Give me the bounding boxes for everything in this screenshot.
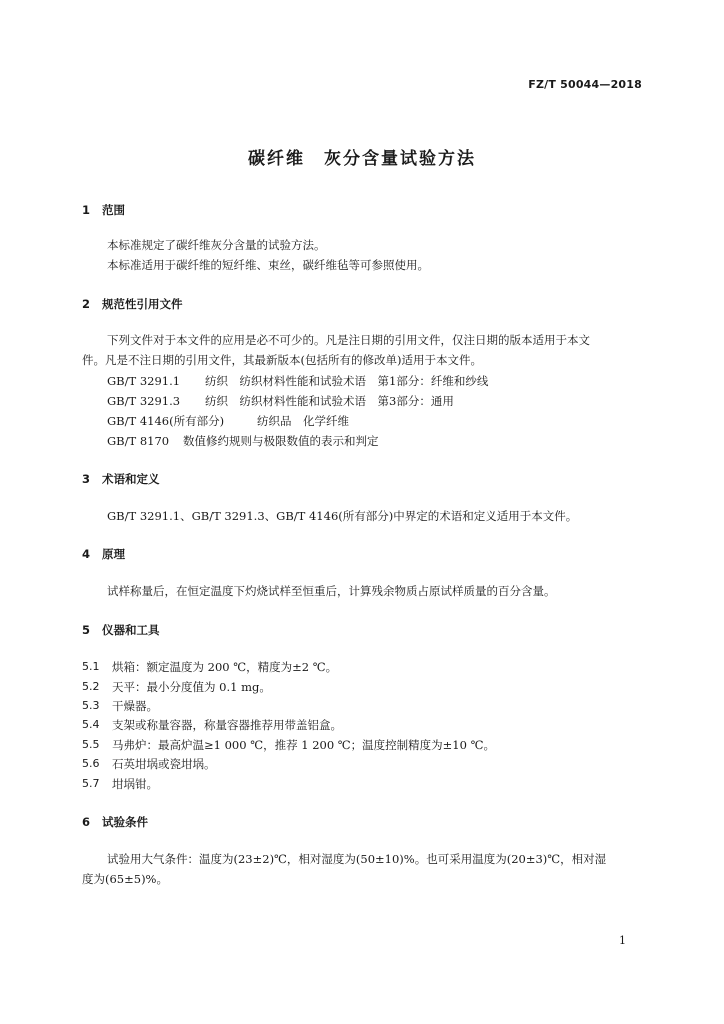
section-title: 规范性引用文件: [102, 297, 183, 311]
section-title: 试验条件: [102, 815, 148, 829]
paragraph: 本标准规定了碳纤维灰分含量的试验方法。: [107, 238, 326, 252]
section-title: 术语和定义: [102, 472, 160, 486]
reference-code: GB/T 4146(所有部分): [107, 414, 225, 428]
paragraph: GB/T 3291.1、GB/T 3291.3、GB/T 4146(所有部分)中界定的术语和定义适用于本文件。: [107, 509, 578, 523]
reference-title: 纺织品 化学纤维: [257, 414, 349, 428]
standard-code: FZ/T 50044—2018: [528, 78, 642, 91]
item-text: 马弗炉：最高炉温≥1 000 ℃，推荐 1 200 ℃；温度控制精度为±10 ℃。: [112, 738, 495, 752]
section-1-heading: [82, 202, 125, 218]
item-number: 5.2: [82, 680, 100, 693]
page-number: 1: [619, 934, 626, 947]
section-2-heading: [82, 296, 183, 312]
reference-title: 数值修约规则与极限数值的表示和判定: [183, 434, 379, 448]
item-text: 支架或称量容器，称量容器推荐用带盖铝盒。: [112, 718, 342, 732]
section-number: 6: [82, 815, 91, 829]
item-text: 干燥器。: [112, 699, 158, 713]
instrument-item: [82, 736, 642, 754]
section-number: 2: [82, 297, 91, 311]
reference-item: [107, 412, 349, 430]
instrument-item: [82, 716, 642, 734]
section-title: 范围: [102, 203, 125, 217]
item-number: 5.6: [82, 757, 100, 770]
section-number: 5: [82, 623, 91, 637]
paragraph: 试验用大气条件：温度为(23±2)℃，相对湿度为(50±10)%。也可采用温度为(20±3)℃，相对湿: [107, 852, 607, 866]
section-6-heading: [82, 814, 148, 830]
instrument-item: [82, 775, 642, 793]
section-number: 1: [82, 203, 91, 217]
instrument-item: [82, 678, 642, 696]
section-number: 3: [82, 472, 91, 486]
section-number: 4: [82, 547, 91, 561]
section-5-heading: [82, 622, 160, 638]
paragraph: 试样称量后，在恒定温度下灼烧试样至恒重后，计算残余物质占原试样质量的百分含量。: [107, 584, 556, 598]
section-3-heading: [82, 471, 160, 487]
item-number: 5.4: [82, 718, 100, 731]
reference-code: GB/T 3291.3: [107, 394, 181, 408]
instrument-item: [82, 697, 642, 715]
document-title: 碳纤维 灰分含量试验方法: [248, 149, 476, 169]
reference-code: GB/T 3291.1: [107, 374, 181, 388]
instrument-item: [82, 658, 642, 676]
item-text: 石英坩埚或瓷坩埚。: [112, 757, 216, 771]
paragraph: 件。凡是不注日期的引用文件，其最新版本(包括所有的修改单)适用于本文件。: [82, 353, 482, 367]
reference-code: GB/T 8170: [107, 434, 170, 448]
item-number: 5.3: [82, 699, 100, 712]
section-title: 原理: [102, 547, 125, 561]
instrument-item: [82, 755, 642, 773]
item-number: 5.5: [82, 738, 100, 751]
item-number: 5.1: [82, 660, 100, 673]
section-title: 仪器和工具: [102, 623, 160, 637]
reference-title: 纺织 纺织材料性能和试验术语 第1部分：纤维和纱线: [205, 374, 489, 388]
item-number: 5.7: [82, 777, 100, 790]
item-text: 烘箱：额定温度为 200 ℃，精度为±2 ℃。: [112, 660, 338, 674]
paragraph: 度为(65±5)%。: [82, 872, 168, 886]
paragraph: 本标准适用于碳纤维的短纤维、束丝，碳纤维毡等可参照使用。: [107, 258, 429, 272]
section-4-heading: [82, 546, 125, 562]
paragraph: 下列文件对于本文件的应用是必不可少的。凡是注日期的引用文件，仅注日期的版本适用于本文: [107, 333, 590, 347]
reference-item: [107, 392, 454, 410]
reference-item: [107, 372, 488, 390]
item-text: 坩埚钳。: [112, 777, 158, 791]
reference-item: [107, 432, 379, 450]
item-text: 天平：最小分度值为 0.1 mg。: [112, 680, 271, 694]
reference-title: 纺织 纺织材料性能和试验术语 第3部分：通用: [205, 394, 454, 408]
